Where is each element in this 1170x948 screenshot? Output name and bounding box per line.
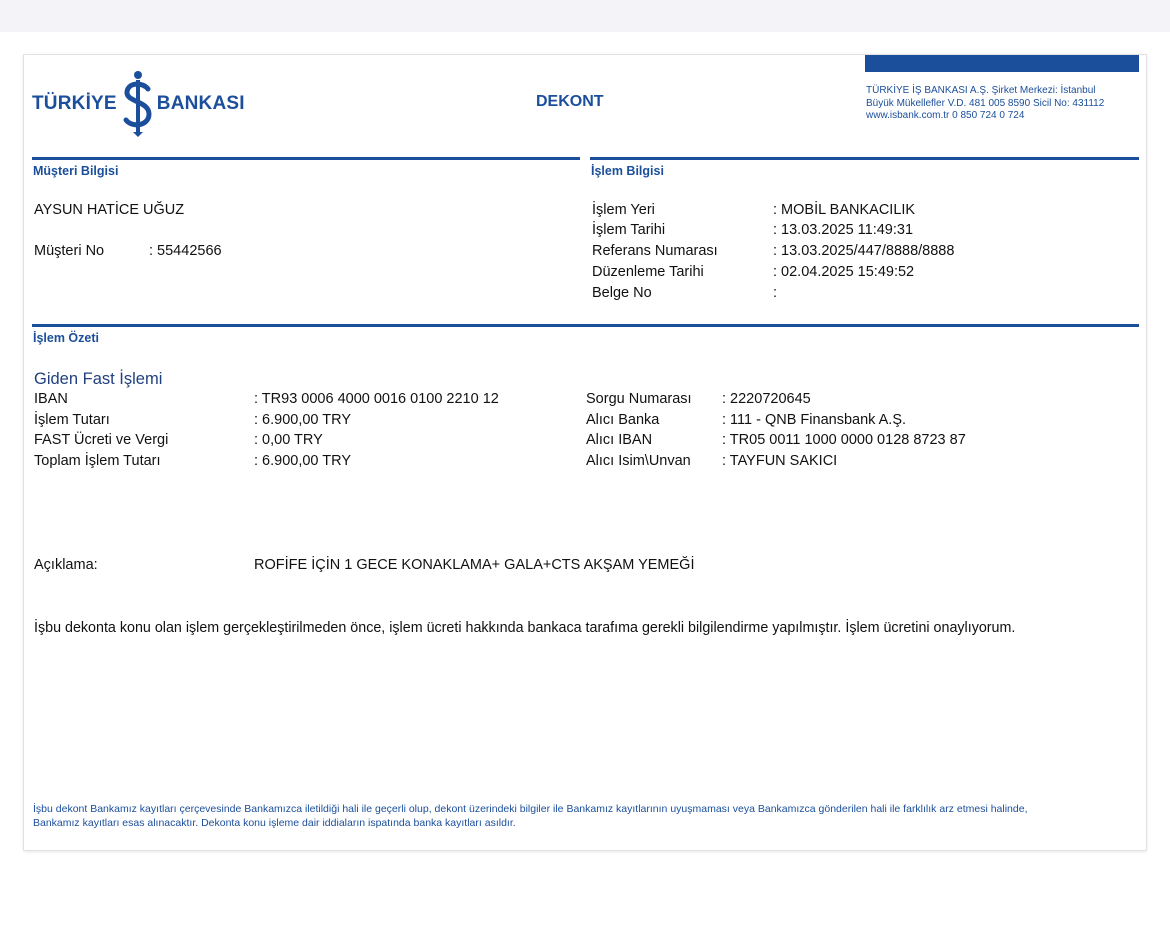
document-title: DEKONT — [536, 93, 604, 110]
summary-value: : 6.900,00 TRY — [254, 412, 352, 428]
summary-label: Alıcı Isim\Unvan — [586, 453, 691, 469]
summary-label: Toplam İşlem Tutarı — [34, 453, 161, 469]
viewer-bottom-band — [0, 872, 1170, 948]
summary-value: : 111 - QNB Finansbank A.Ş. — [722, 412, 907, 428]
receipt-page — [24, 55, 1146, 850]
isbank-logo — [32, 69, 245, 139]
viewer-top-band — [0, 0, 1170, 32]
summary-label: İşlem Tutarı — [34, 412, 110, 428]
summary-value: : 6.900,00 TRY — [254, 453, 352, 469]
summary-value: : TAYFUN SAKICI — [722, 453, 838, 469]
transaction-info-label: Referans Numarası — [592, 243, 718, 259]
summary-value: : TR05 0011 1000 0000 0128 8723 87 — [722, 432, 966, 448]
customer-no-value: : 55442566 — [149, 243, 222, 259]
logo-word-right: BANKASI — [156, 93, 245, 114]
summary-label: FAST Ücreti ve Vergi — [34, 432, 169, 448]
logo-word-left: TÜRKİYE — [32, 93, 117, 114]
transaction-section-rule — [590, 157, 1139, 160]
transaction-info-value: : 13.03.2025 11:49:31 — [773, 222, 914, 238]
customer-section-title: Müşteri Bilgisi — [33, 164, 119, 178]
transaction-info-label: İşlem Yeri — [592, 202, 655, 218]
company-info-line: www.isbank.com.tr 0 850 724 0 724 — [866, 110, 1025, 121]
transaction-info-label: Düzenleme Tarihi — [592, 264, 704, 280]
description-label: Açıklama: — [34, 557, 98, 573]
header-accent-bar — [865, 55, 1139, 72]
summary-label: Sorgu Numarası — [586, 391, 692, 407]
summary-label: Alıcı IBAN — [586, 432, 653, 448]
company-info-line: Büyük Mükellefler V.D. 481 005 8590 Sicil No: 431112 — [866, 97, 1105, 109]
summary-label: IBAN — [34, 391, 68, 407]
transaction-info-value: : MOBİL BANKACILIK — [773, 202, 916, 218]
transaction-type-title: Giden Fast İşlemi — [34, 370, 163, 388]
customer-name: AYSUN HATİCE UĞUZ — [34, 202, 185, 218]
transaction-info-value: : 02.04.2025 15:49:52 — [773, 264, 915, 280]
summary-value: : 0,00 TRY — [254, 432, 323, 448]
customer-section-rule — [32, 157, 580, 160]
transaction-info-label: İşlem Tarihi — [592, 222, 666, 238]
transaction-info-value: : — [773, 285, 778, 301]
transaction-info-label: Belge No — [592, 285, 652, 301]
customer-no-label: Müşteri No — [34, 243, 105, 259]
transaction-section-title: İşlem Bilgisi — [591, 164, 664, 178]
legal-footer-line: İşbu dekont Bankamız kayıtları çerçevesinde Bankamızca iletildiği hali ile geçerli olup, dekont üzerindeki bilgiler ile Bankamız kayıtlarının uyuşmaması veya Bankamızca gönderilen hali ile farklılık arz etmesi halinde, — [33, 803, 1028, 815]
legal-footer-note — [33, 803, 1027, 830]
summary-label: Alıcı Banka — [586, 412, 660, 428]
summary-section-title: İşlem Özeti — [33, 331, 99, 345]
isbank-s-mark-icon — [121, 69, 155, 139]
company-info-line: TÜRKİYE İŞ BANKASI A.Ş. Şirket Merkezi: İstanbul — [866, 85, 1096, 96]
summary-value: : TR93 0006 4000 0016 0100 2210 12 — [254, 391, 499, 407]
description-value: ROFİFE İÇİN 1 GECE KONAKLAMA+ GALA+CTS AKŞAM YEMEĞİ — [254, 557, 695, 573]
transaction-info-value: : 13.03.2025/447/8888/8888 — [773, 243, 955, 259]
summary-section-rule — [32, 324, 1139, 327]
fee-consent-text: İşbu dekonta konu olan işlem gerçekleştirilmeden önce, işlem ücreti hakkında bankaca tarafıma gerekli bilgilendirme yapılmıştır. İşlem ücretini onaylıyorum. — [34, 620, 1016, 636]
company-info — [866, 85, 1104, 123]
legal-footer-line: Bankamız kayıtları esas alınacaktır. Dekonta konu işleme dair iddiaların ispatında banka kayıtları asıldır. — [33, 816, 516, 829]
summary-value: : 2220720645 — [722, 391, 811, 407]
